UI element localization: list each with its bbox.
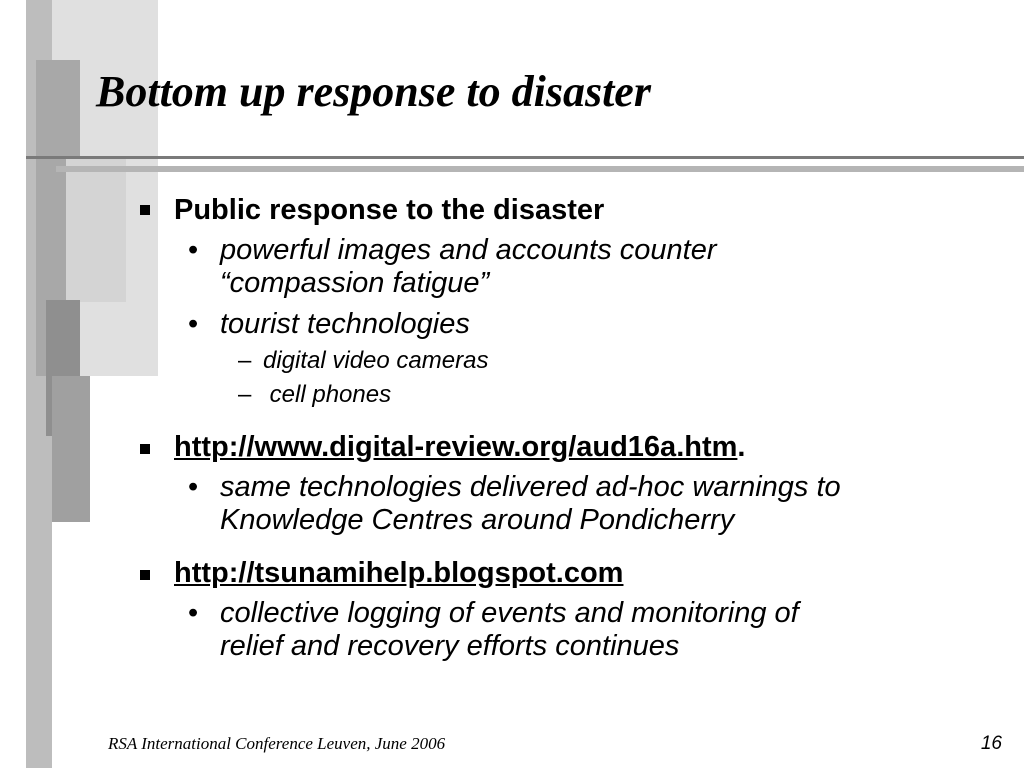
sub-bullet-line: same technologies delivered ad-hoc warnings to (220, 471, 841, 503)
sub-sub-bullet-line: digital video cameras (263, 347, 489, 374)
round-bullet-icon: • (188, 597, 199, 629)
slide-title: Bottom up response to disaster (96, 67, 651, 116)
square-bullet-icon (140, 444, 150, 454)
title-divider (26, 156, 1024, 159)
sub-bullet-line: tourist technologies (220, 308, 470, 340)
title-divider-shadow (56, 166, 1024, 172)
sub-bullet-line: Knowledge Centres around Pondicherry (220, 504, 735, 536)
dash-bullet-icon: – (238, 381, 252, 408)
bullet-link-line (174, 430, 745, 464)
footer-conference: RSA International Conference Leuven, June 2006 (108, 734, 446, 753)
decorative-bar (66, 158, 126, 302)
dash-bullet-icon: – (238, 347, 252, 374)
round-bullet-icon: • (188, 234, 199, 266)
sub-bullet-line: powerful images and accounts counter (220, 234, 717, 266)
sub-bullet-line: relief and recovery efforts continues (220, 630, 680, 662)
page-number: 16 (980, 733, 1002, 754)
digital-review-link[interactable]: http://www.digital-review.org/aud16a.htm (174, 431, 738, 463)
round-bullet-icon: • (188, 308, 199, 340)
link-suffix: . (737, 431, 746, 463)
round-bullet-icon: • (188, 471, 199, 503)
sub-bullet-line: “compassion fatigue” (220, 267, 490, 299)
sub-bullet-line: collective logging of events and monitoring of (220, 597, 799, 629)
bullet-heading: Public response to the disaster (174, 194, 605, 226)
square-bullet-icon (140, 570, 150, 580)
square-bullet-icon (140, 205, 150, 215)
tsunamihelp-link[interactable]: http://tsunamihelp.blogspot.com (174, 557, 624, 589)
bullet-link-line (174, 556, 623, 590)
decorative-bar (52, 376, 90, 522)
sub-sub-bullet-line: cell phones (263, 381, 392, 408)
